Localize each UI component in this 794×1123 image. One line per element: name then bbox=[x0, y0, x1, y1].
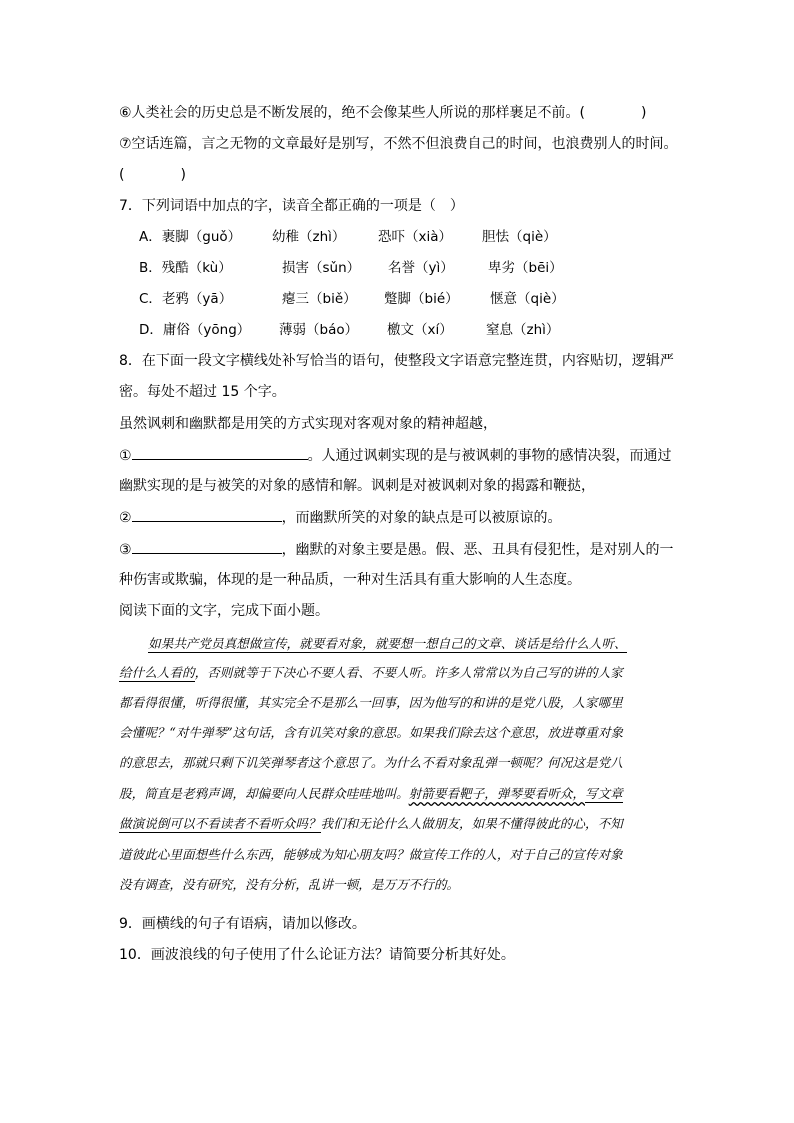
option-word: 卑劣（bēi） bbox=[488, 260, 563, 276]
q10-stem: 10．画波浪线的句子使用了什么论证方法？请简要分析其好处。 bbox=[119, 947, 515, 963]
q6-item-7: ⑦空话连篇，言之无物的文章最好是别写，不然不但浪费自己的时间，也浪费别人的时间。 bbox=[119, 136, 678, 152]
passage-line: 会懂呢？“对牛弹琴”这句话，含有讥笑对象的意思。如果我们除去这个意思，放进尊重对象 bbox=[119, 725, 624, 740]
option-letter: A． bbox=[139, 229, 162, 245]
option-word: 窒息（zhì） bbox=[486, 322, 560, 338]
passage-line: 都看得很懂，听得很懂，其实完全不是那么一回事，因为他写的和讲的是党八股，人家哪里 bbox=[119, 695, 623, 710]
option-word: 蹩脚（bié） bbox=[384, 291, 459, 307]
option-letter: B． bbox=[139, 260, 162, 276]
option-word: 薄弱（báo） bbox=[279, 322, 359, 338]
option-word: 老鸦（yā） bbox=[161, 291, 233, 307]
underlined-sentence: 做演说倒可以不看读者不看听众吗？ bbox=[119, 816, 321, 831]
passage-text: 我们和无论什么人做朋友，如果不懂得彼此的心，不知 bbox=[320, 816, 623, 831]
q9-stem: 9．画横线的句子有语病，请加以修改。 bbox=[119, 916, 366, 932]
q8-blank-3-line bbox=[119, 539, 674, 560]
option-word: 裹脚（guǒ） bbox=[161, 229, 242, 245]
q8-stem: 8．在下面一段文字横线处补写恰当的语句，使整段文字语意完整连贯，内容贴切，逻辑严 bbox=[119, 353, 674, 369]
q7-option-c[interactable] bbox=[139, 289, 232, 309]
option-word: 幼稚（zhì） bbox=[272, 229, 346, 245]
q8-passage-text: ，而幽默所笑的对象的缺点是可以被原谅的。 bbox=[281, 510, 562, 526]
q7-stem: 7．下列词语中加点的字，读音全都正确的一项是（ ） bbox=[119, 198, 464, 214]
q8-passage-text: 。人通过讽刺实现的是与被讽刺的事物的感情决裂，而通过 bbox=[307, 448, 672, 464]
underlined-sentence: 写文章 bbox=[584, 786, 623, 801]
option-word: 瘪三（biě） bbox=[282, 291, 357, 307]
answer-blank-1[interactable] bbox=[132, 445, 308, 460]
reading-intro: 阅读下面的文字，完成下面小题。 bbox=[119, 603, 329, 619]
option-letter: D． bbox=[139, 322, 163, 338]
underlined-sentence: 如果共产党员真想做宣传，就要看对象，就要想一想自己的文章、谈话是给什么人听、 bbox=[148, 636, 627, 651]
q6-item-6: ⑥人类社会的历史总是不断发展的，绝不会像某些人所说的那样裹足不前。( ) bbox=[119, 105, 647, 121]
q8-passage-text: ，幽默的对象主要是愚。假、恶、丑具有侵犯性，是对别人的一 bbox=[281, 542, 674, 558]
blank-marker: ② bbox=[119, 510, 132, 526]
q8-passage-line: 幽默实现的是与被笑的对象的感情和解。讽刺是对被讽刺对象的揭露和鞭挞， bbox=[119, 478, 595, 494]
option-word: 庸俗（yōng） bbox=[162, 322, 251, 338]
q8-blank-1-line bbox=[119, 445, 672, 466]
option-word: 恐吓（xià） bbox=[378, 229, 453, 245]
passage-text: ，否则就等于下决心不要人看、不要人听。许多人常常以为自己写的讲的人家 bbox=[194, 665, 623, 680]
q8-passage-line: 种伤害或欺骗，体现的是一种品质，一种对生活具有重大影响的人生态度。 bbox=[119, 572, 581, 588]
passage-line: 的意思去，那就只剩下讥笑弹琴者这个意思了。为什么不看对象乱弹一顿呢？何况这是党八 bbox=[119, 755, 623, 770]
answer-blank-3[interactable] bbox=[132, 539, 282, 554]
blank-marker: ③ bbox=[119, 542, 132, 558]
option-word: 惬意（qiè） bbox=[490, 291, 565, 307]
passage-line: 没有调查，没有研究，没有分析，乱讲一顿，是万万不行的。 bbox=[119, 877, 460, 892]
option-word: 檄文（xí） bbox=[387, 322, 453, 338]
q7-option-b[interactable] bbox=[139, 258, 232, 278]
option-word: 损害（sǔn） bbox=[282, 260, 361, 276]
option-letter: C． bbox=[139, 291, 162, 307]
q8-blank-2-line bbox=[119, 507, 562, 528]
q7-option-d[interactable] bbox=[139, 320, 250, 340]
q7-option-a[interactable] bbox=[139, 227, 241, 247]
option-word: 名誉（yì） bbox=[388, 260, 454, 276]
wavy-sentence: 射箭要看靶子，弹琴要看听众， bbox=[408, 786, 585, 801]
passage-line: 道彼此心里面想些什么东西，能够成为知心朋友吗？做宣传工作的人，对于自己的宣传对象 bbox=[119, 847, 623, 862]
option-word: 胆怯（qiè） bbox=[482, 229, 557, 245]
answer-blank-2[interactable] bbox=[132, 507, 282, 522]
underlined-sentence: 给什么人看的 bbox=[119, 665, 195, 680]
q6-item-7-bracket: ( ) bbox=[119, 167, 186, 183]
q8-stem-cont: 密。每处不超过 15 个字。 bbox=[119, 384, 286, 400]
blank-marker: ① bbox=[119, 448, 132, 464]
q8-passage-line: 虽然讽刺和幽默都是用笑的方式实现对客观对象的精神超越， bbox=[119, 416, 497, 432]
option-word: 残酷（kù） bbox=[161, 260, 232, 276]
passage-text: 股，简直是老鸦声调，却偏要向人民群众哇哇地叫。 bbox=[119, 786, 409, 801]
